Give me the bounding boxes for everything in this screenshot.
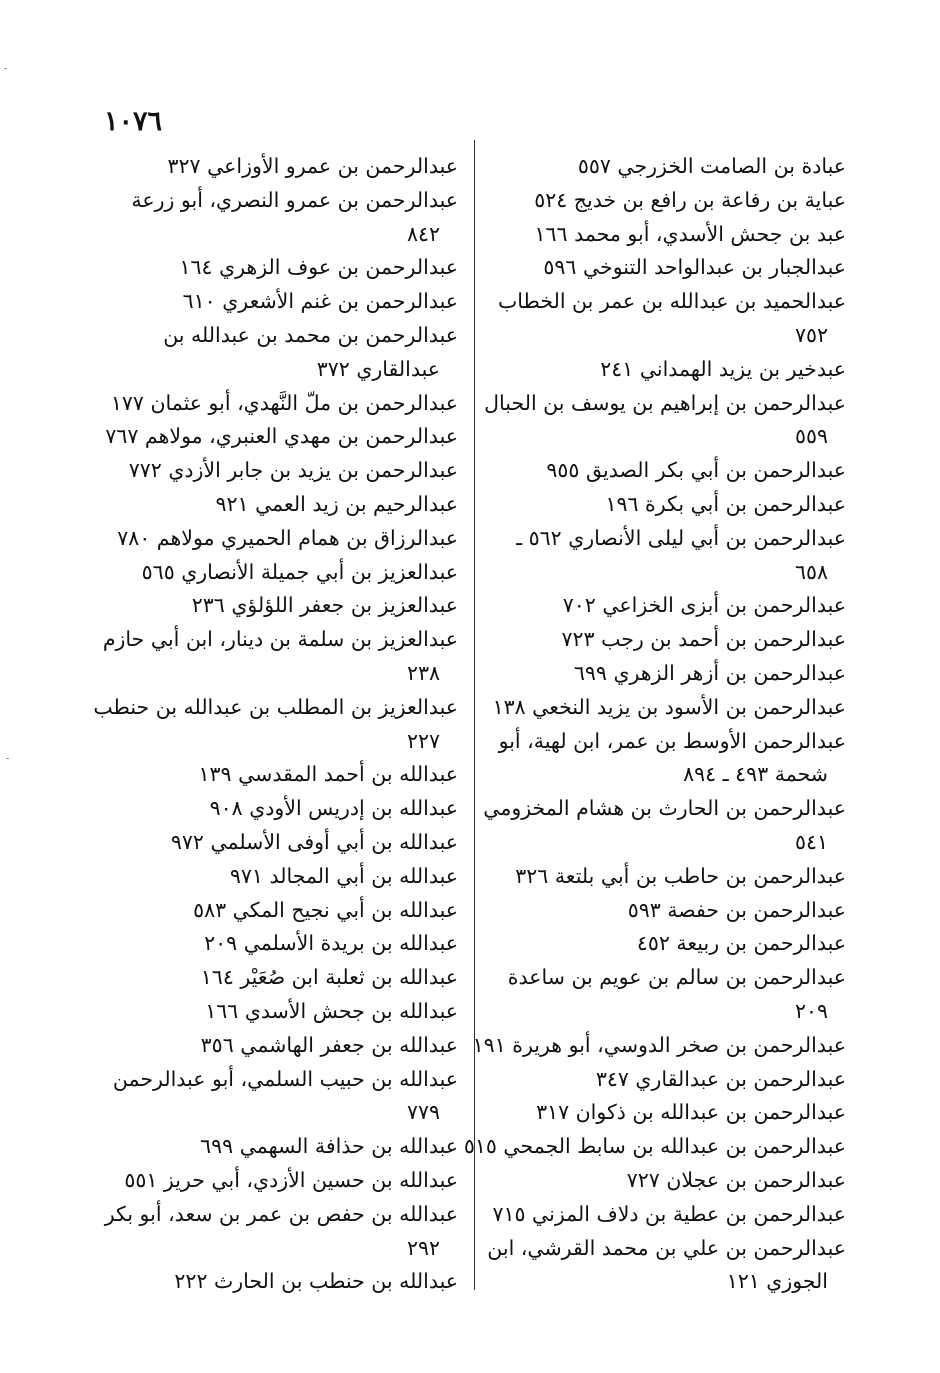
index-entry-text: عبدالرحمن بن غنم الأشعري ٦١٠ bbox=[182, 289, 458, 314]
index-entry-text: عبدالله بن أبي أوفى الأسلمي ٩٧٢ bbox=[170, 829, 458, 854]
index-entry-text: عبدالرحمن بن محمد بن عبدالله بن bbox=[163, 322, 458, 347]
index-entry-text: عبدالله بن حفص بن عمر بن سعد، أبو بكر bbox=[104, 1201, 458, 1226]
index-entry bbox=[98, 623, 458, 691]
index-entry bbox=[486, 184, 846, 218]
index-entry-text: عبدالرزاق بن همام الحميري مولاهم ٧٨٠ bbox=[117, 525, 458, 550]
index-entry-text: عبدالله بن جعفر الهاشمي ٣٥٦ bbox=[200, 1032, 458, 1057]
index-entry bbox=[486, 488, 846, 522]
index-entry-text: عبدالرحيم بن زيد العمي ٩٢١ bbox=[215, 491, 458, 516]
index-entry-continuation: شحمة ٤٩٣ ـ ٨٩٤ bbox=[683, 762, 828, 787]
index-entry bbox=[472, 1029, 846, 1063]
index-entry-text: عبدالرحمن بن عجلان ٧٢٧ bbox=[626, 1167, 846, 1192]
index-entry-continuation: ٧٧٩ bbox=[406, 1100, 440, 1125]
index-entry bbox=[486, 589, 846, 623]
index-entry-continuation: ٢٣٨ bbox=[406, 660, 440, 685]
index-entry bbox=[486, 657, 846, 691]
scan-speck bbox=[6, 758, 9, 759]
index-entry bbox=[98, 522, 458, 556]
index-entry-continuation: ٦٥٨ bbox=[794, 559, 828, 584]
index-entry-text: عبدالرحمن بن عبدالقاري ٣٤٧ bbox=[595, 1066, 846, 1091]
index-entry-text: عبدالرحمن بن عطية بن دلاف المزني ٧١٥ bbox=[492, 1201, 846, 1226]
index-entry-text: عبدالرحمن بن أبي بكر الصديق ٩٥٥ bbox=[546, 458, 846, 483]
index-entry-text: عبدالله بن جحش الأسدي ١٦٦ bbox=[205, 998, 458, 1023]
index-entry bbox=[486, 1232, 846, 1300]
index-entry-text: عبدخير بن يزيد الهمداني ٢٤١ bbox=[600, 356, 846, 381]
index-entry-continuation: ٥٥٩ bbox=[794, 424, 828, 449]
index-entry-text: عبدالعزيز بن سلمة بن دينار، ابن أبي حازم bbox=[102, 627, 458, 652]
index-entry-text: عبدالرحمن بن عبدالله بن سابط الجمحي ٥١٥ bbox=[463, 1134, 846, 1159]
index-entry-text: عبدالرحمن بن سالم بن عويم بن ساعدة bbox=[507, 965, 846, 990]
column-divider bbox=[474, 140, 475, 1290]
index-entry bbox=[98, 1164, 458, 1198]
index-entry bbox=[98, 1130, 458, 1164]
index-entry bbox=[98, 1198, 458, 1266]
index-entry bbox=[486, 623, 846, 657]
index-entry-text: عبدالرحمن بن حاطب بن أبي بلتعة ٣٢٦ bbox=[515, 863, 846, 888]
index-entry-continuation: ٥٤١ bbox=[794, 829, 828, 854]
index-entry-text: عبدالرحمن بن الحارث بن هشام المخزومي bbox=[483, 796, 846, 821]
index-entry-text: عبدالله بن أحمد المقدسي ١٣٩ bbox=[198, 762, 458, 787]
index-entry-text: عبدالرحمن بن علي بن محمد القرشي، ابن bbox=[487, 1235, 846, 1260]
index-entry-text: عبدالجبار بن عبدالواحد التنوخي ٥٩٦ bbox=[543, 255, 846, 280]
index-entry bbox=[486, 218, 846, 252]
index-entry-text: عبدالله بن أبي المجالد ٩٧١ bbox=[229, 863, 458, 888]
index-entry bbox=[98, 488, 458, 522]
index-entry-text: عبدالرحمن بن عمرو النصري، أبو زرعة bbox=[131, 187, 458, 212]
index-entry-text: عبدالرحمن بن الأسود بن يزيد النخعي ١٣٨ bbox=[492, 694, 846, 719]
index-entry bbox=[98, 792, 458, 826]
index-entry-text: عبدالله بن حبيب السلمي، أبو عبدالرحمن bbox=[112, 1066, 458, 1091]
index-entry-text: عبدالرحمن بن ربيعة ٤٥٢ bbox=[636, 931, 846, 956]
index-entry bbox=[486, 1164, 846, 1198]
index-entry-text: عبدالرحمن الأوسط بن عمر، ابن لهية، أبو bbox=[498, 728, 846, 753]
index-entry-text: عبدالله بن حنطب بن الحارث ٢٢٢ bbox=[174, 1269, 458, 1294]
index-entry-text: عبدالحميد بن عبدالله بن عمر بن الخطاب bbox=[497, 289, 846, 314]
index-entry bbox=[98, 420, 458, 454]
index-entry-text: عبدالرحمن بن عبدالله بن ذكوان ٣١٧ bbox=[536, 1100, 846, 1125]
index-entry-text: عبد بن جحش الأسدي، أبو محمد ١٦٦ bbox=[534, 221, 846, 246]
index-entry-text: عبدالرحمن بن عمرو الأوزاعي ٣٢٧ bbox=[167, 154, 458, 178]
index-entry bbox=[486, 691, 846, 725]
index-entry-text: عبدالله بن حسين الأزدي، أبي حريز ٥٥١ bbox=[124, 1167, 458, 1192]
index-entry bbox=[98, 319, 458, 387]
index-entry bbox=[486, 251, 846, 285]
index-entry bbox=[486, 522, 846, 590]
index-entry-text: عبدالعزيز بن المطلب بن عبدالله بن حنطب bbox=[93, 694, 458, 719]
page-number: ١٠٧٦ bbox=[104, 106, 163, 137]
index-entry bbox=[486, 894, 846, 928]
index-entry-text: عبدالعزيز بن جعفر اللؤلؤي ٢٣٦ bbox=[191, 593, 458, 618]
index-entry-text: عبدالرحمن بن أبزى الخزاعي ٧٠٢ bbox=[562, 593, 846, 618]
index-entry-text: عبدالله بن أبي نجيح المكي ٥٨٣ bbox=[193, 897, 458, 922]
index-entry bbox=[98, 589, 458, 623]
index-entry-text: عباية بن رفاعة بن رافع بن خديج ٥٢٤ bbox=[534, 187, 846, 212]
index-entry bbox=[98, 150, 458, 184]
index-entry-text: عبدالرحمن بن أبي ليلى الأنصاري ٥٦٢ ـ bbox=[516, 525, 846, 550]
index-entry bbox=[486, 927, 846, 961]
index-entry bbox=[98, 927, 458, 961]
index-entry bbox=[486, 1198, 846, 1232]
index-entry bbox=[98, 961, 458, 995]
index-entry-text: عبدالرحمن بن أبي بكرة ١٩٦ bbox=[605, 491, 846, 516]
index-entry bbox=[486, 285, 846, 353]
index-entry-text: عبدالرحمن بن ملّ النَّهدي، أبو عثمان ١٧٧ bbox=[110, 390, 458, 415]
index-entry bbox=[98, 251, 458, 285]
index-entry-text: عبدالله بن ثعلبة ابن صُعَيْر ١٦٤ bbox=[200, 965, 458, 990]
index-entry bbox=[486, 860, 846, 894]
index-entry-text: عبدالرحمن بن حفصة ٥٩٣ bbox=[627, 897, 846, 922]
index-entry bbox=[98, 826, 458, 860]
index-entry-text: عبدالرحمن بن يزيد بن جابر الأزدي ٧٧٢ bbox=[128, 458, 458, 483]
index-entry bbox=[98, 1063, 458, 1131]
index-entry bbox=[483, 792, 846, 860]
index-entry-text: عبدالرحمن بن صخر الدوسي، أبو هريرة ١٩١ bbox=[472, 1032, 846, 1057]
index-entry bbox=[98, 1029, 458, 1063]
index-entry bbox=[486, 1063, 846, 1097]
index-entry-continuation: ٨٤٢ bbox=[406, 221, 440, 246]
index-entry bbox=[98, 454, 458, 488]
index-entry-text: عبدالله بن بريدة الأسلمي ٢٠٩ bbox=[204, 931, 458, 956]
index-entry-text: عبدالرحمن بن أزهر الزهري ٦٩٩ bbox=[573, 660, 846, 685]
index-entry bbox=[98, 387, 458, 421]
index-entry-continuation: ٢٢٧ bbox=[406, 728, 440, 753]
index-entry-text: عبدالله بن إدريس الأودي ٩٠٨ bbox=[209, 796, 458, 821]
index-entry bbox=[486, 150, 846, 184]
index-entry bbox=[463, 1130, 846, 1164]
index-entry bbox=[486, 725, 846, 793]
index-entry-text: عبدالرحمن بن أحمد بن رجب ٧٢٣ bbox=[561, 627, 846, 652]
index-entry-text: عبدالرحمن بن عوف الزهري ١٦٤ bbox=[179, 255, 458, 280]
index-entry-continuation: الجوزي ١٢١ bbox=[726, 1269, 828, 1294]
index-entry bbox=[93, 691, 458, 759]
index-entry-continuation: ٢٩٢ bbox=[406, 1235, 440, 1260]
index-entry-text: عبدالرحمن بن إبراهيم بن يوسف بن الحبال bbox=[484, 390, 846, 415]
index-entry bbox=[98, 860, 458, 894]
index-entry bbox=[98, 995, 458, 1029]
index-entry bbox=[486, 454, 846, 488]
index-entry bbox=[98, 184, 458, 252]
index-entry bbox=[486, 961, 846, 1029]
index-entry-continuation: ٢٠٩ bbox=[794, 998, 828, 1023]
index-entry bbox=[486, 1096, 846, 1130]
index-entry-continuation: ٧٥٢ bbox=[794, 322, 828, 347]
scan-speck bbox=[4, 68, 7, 69]
index-entry bbox=[98, 1265, 458, 1299]
index-column-left bbox=[93, 150, 458, 1299]
index-entry-continuation: عبدالقاري ٣٧٢ bbox=[316, 356, 440, 381]
index-entry bbox=[98, 285, 458, 319]
index-entry bbox=[486, 353, 846, 387]
index-entry bbox=[98, 556, 458, 590]
index-entry bbox=[98, 894, 458, 928]
index-entry bbox=[98, 758, 458, 792]
index-entry-text: عبدالعزيز بن أبي جميلة الأنصاري ٥٦٥ bbox=[141, 559, 458, 584]
index-entry-text: عبدالله بن حذافة السهمي ٦٩٩ bbox=[200, 1134, 458, 1159]
index-entry-text: عبدالرحمن بن مهدي العنبري، مولاهم ٧٦٧ bbox=[105, 424, 458, 449]
index-column-right bbox=[463, 150, 846, 1299]
index-entry-text: عبادة بن الصامت الخزرجي ٥٥٧ bbox=[577, 154, 846, 178]
index-entry bbox=[486, 387, 846, 455]
